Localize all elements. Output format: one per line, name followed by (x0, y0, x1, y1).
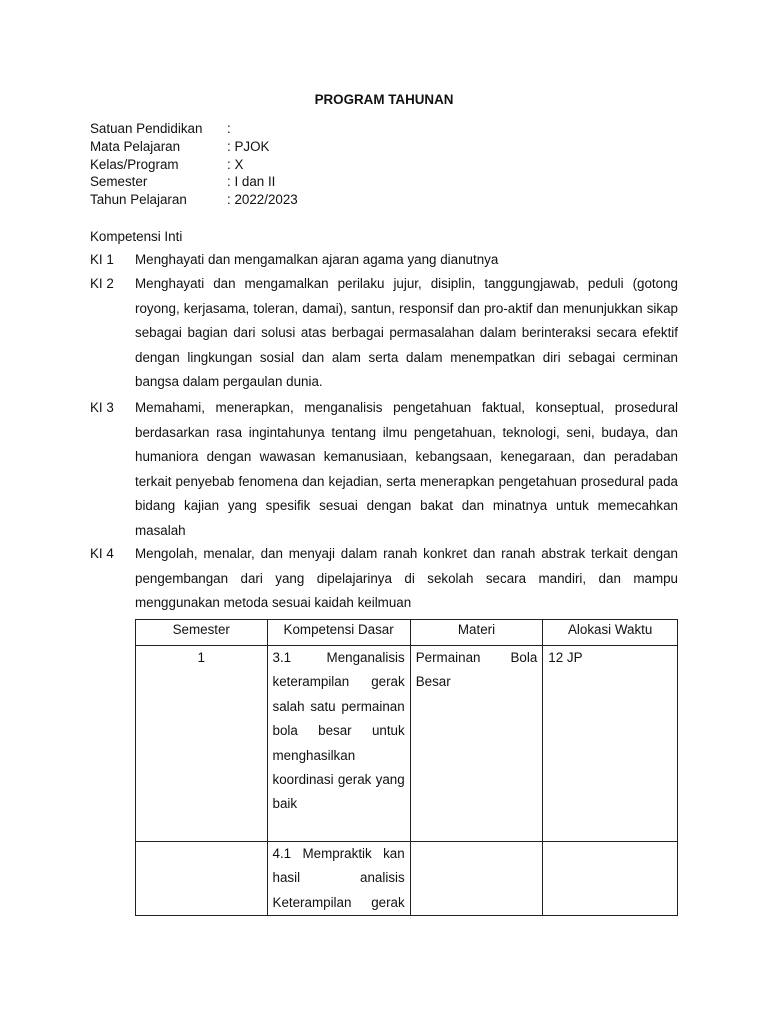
meta-row-kelas (90, 156, 298, 174)
ki-text: Memahami, menerapkan, menganalisis pengetahuan faktual, konseptual, prosedural berdasarkan rasa ingintahunya tentang ilmu pengetahuan, teknologi, seni, budaya, dan humaniora dengan wawasan kemanusiaan, kebangsaan, kenegaraan, dan peradaban terkait penyebab fenomena dan kejadian, serta menerapkan pengetahuan prosedural pada bidang kajian yang spesifik sesuai dengan bakat dan minatnya untuk memecahkan masalah (135, 400, 678, 538)
header-alokasi-waktu: Alokasi Waktu (543, 620, 678, 646)
ki-item-1 (90, 248, 678, 273)
cell-kompetensi-dasar: 3.1 Menganalisis keterampilan gerak salah satu permainan bola besar untuk menghasilkan koordinasi gerak yang baik (267, 646, 410, 842)
ki-number: KI 4 (90, 546, 114, 561)
ki-text: Mengolah, menalar, dan menyaji dalam ranah konkret dan ranah abstrak terkait dengan pengembangan dari yang dipelajarinya di sekolah secara mandiri, dan mampu menggunakan metoda sesuai kaidah keilmuan (135, 546, 678, 611)
meta-value: : PJOK (227, 138, 270, 154)
table-row (136, 842, 678, 916)
cell-semester: 1 (136, 646, 268, 842)
cell-alokasi-waktu (543, 842, 678, 916)
cell-semester (136, 842, 268, 916)
program-table (135, 619, 678, 916)
meta-row-semester (90, 173, 298, 191)
table-header-row (136, 620, 678, 646)
cell-alokasi-waktu: 12 JP (543, 646, 678, 842)
meta-row-tahun (90, 191, 298, 209)
ki-text: Menghayati dan mengamalkan perilaku jujur, disiplin, tanggungjawab, peduli (gotong royong, kerjasama, toleran, damai), santun, responsif dan pro-aktif dan menunjukkan sikap sebagai bagian dari solusi atas berbagai permasalahan dalam berinteraksi secara efektif dengan lingkungan sosial dan alam serta dalam menempatkan diri sebagai cerminan bangsa dalam pergaulan dunia. (135, 276, 678, 390)
ki-item-4 (90, 542, 678, 616)
ki-item-3 (90, 396, 678, 544)
header-semester: Semester (136, 620, 268, 646)
meta-label: Tahun Pelajaran (90, 192, 187, 208)
meta-row-mapel (90, 138, 298, 156)
header-materi: Materi (410, 620, 543, 646)
meta-label: Kelas/Program (90, 156, 179, 172)
ki-heading: Kompetensi Inti (90, 229, 183, 244)
ki-number: KI 3 (90, 400, 114, 415)
identity-block (90, 120, 298, 209)
page-title: PROGRAM TAHUNAN (314, 92, 454, 107)
meta-label: Satuan Pendidikan (90, 121, 203, 136)
cell-materi: Permainan Bola Besar (410, 646, 543, 842)
table-row (136, 646, 678, 842)
ki-item-2 (90, 272, 678, 395)
ki-number: KI 1 (90, 252, 114, 267)
ki-text: Menghayati dan mengamalkan ajaran agama yang dianutnya (135, 252, 499, 267)
meta-label: Semester (90, 174, 148, 190)
meta-value: : I dan II (227, 174, 276, 190)
meta-row-satuan (90, 120, 298, 138)
header-kompetensi-dasar: Kompetensi Dasar (267, 620, 410, 646)
ki-number: KI 2 (90, 276, 114, 291)
meta-value: : (227, 121, 231, 136)
meta-value: : X (227, 156, 244, 172)
cell-materi (410, 842, 543, 916)
cell-kompetensi-dasar: 4.1 Mempraktik kan hasil analisis Keterampilan gerak (267, 842, 410, 916)
meta-label: Mata Pelajaran (90, 138, 181, 154)
meta-value: : 2022/2023 (227, 192, 298, 208)
